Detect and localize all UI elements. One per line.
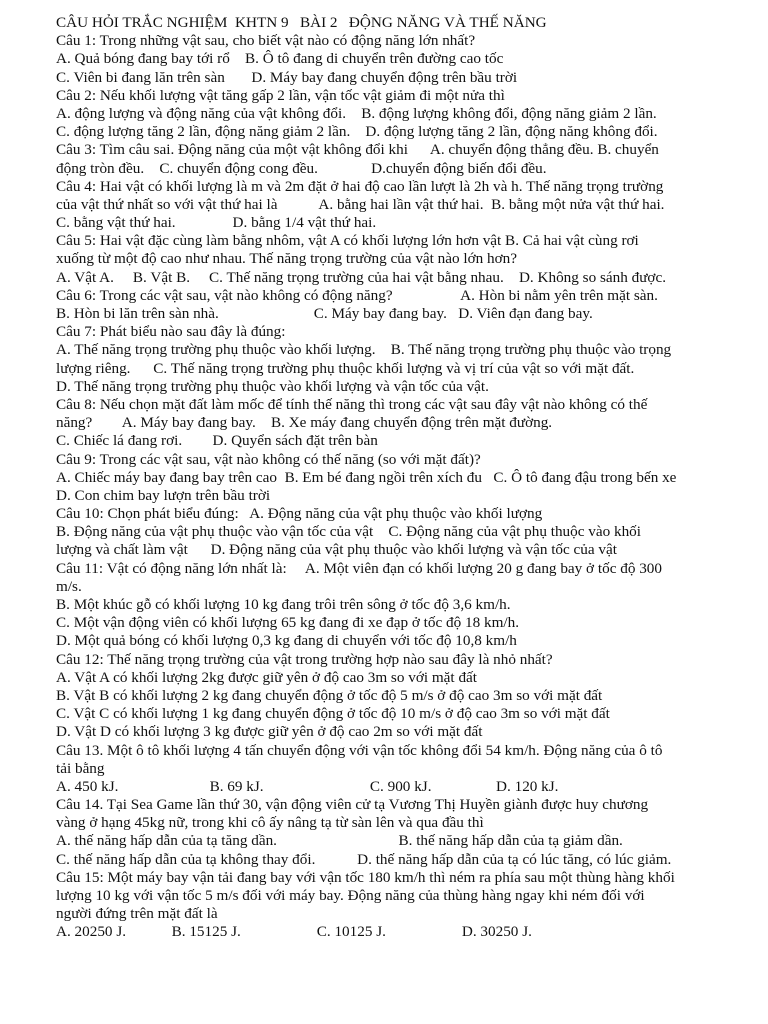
text-line: B. Một khúc gỗ có khối lượng 10 kg đang trôi trên sông ở tốc độ 3,6 km/h. bbox=[56, 596, 511, 613]
text-line: m/s. bbox=[56, 577, 82, 595]
text-line: A. 20250 J. B. 15125 J. C. 10125 J. D. 30250 J. bbox=[56, 923, 532, 941]
text-line: Câu 5: Hai vật đặc cùng làm bằng nhôm, vật A có khối lượng lớn hơn vật B. Cả hai vật cùng rơi bbox=[56, 232, 639, 250]
text-line: năng? A. Máy bay đang bay. B. Xe máy đang chuyển động trên mặt đường. bbox=[56, 414, 553, 432]
text-line: Câu 15: Một máy bay vận tải đang bay với vận tốc 180 km/h thì ném ra phía sau một thùng hàng khối bbox=[56, 868, 675, 886]
text-line: Câu 4: Hai vật có khối lượng là m và 2m đặt ở hai độ cao lần lượt là 2h và h. Thế năng trọng trường bbox=[56, 177, 664, 195]
text-line: lượng riêng. C. Thế năng trọng trường phụ thuộc khối lượng và vị trí của vật so với mặt đất. bbox=[56, 359, 635, 377]
text-line: B. Vật B có khối lượng 2 kg đang chuyển động ở tốc độ 5 m/s ở độ cao 3m so với mặt đất bbox=[56, 686, 603, 704]
text-line: Câu 10: Chọn phát biểu đúng: A. Động năng của vật phụ thuộc vào khối lượng bbox=[56, 505, 543, 523]
text-line: Câu 2: Nếu khối lượng vật tăng gấp 2 lần, vận tốc vật giảm đi một nửa thì bbox=[56, 86, 505, 104]
text-line: xuống từ một độ cao như nhau. Thế năng trọng trường của vật nào lớn hơn? bbox=[56, 250, 518, 268]
text-line: A. thế năng hấp dẫn của tạ tăng dần. B. thế năng hấp dẫn của tạ giảm dần. bbox=[56, 832, 623, 850]
text-line: tải bằng bbox=[56, 759, 105, 777]
text-line: lượng 10 kg với vận tốc 5 m/s đối với máy bay. Động năng của thùng hàng ngay khi ném đối với bbox=[56, 887, 645, 904]
text-line: C. động lượng tăng 2 lần, động năng giảm 2 lần. D. động lượng tăng 2 lần, động năng không đổi. bbox=[56, 123, 658, 141]
text-line: Câu 8: Nếu chọn mặt đất làm mốc để tính thế năng thì trong các vật sau đây vật nào không có thế bbox=[56, 395, 648, 413]
text-line: C. Một vận động viên có khối lượng 65 kg đang đi xe đạp ở tốc độ 18 km/h. bbox=[56, 614, 519, 632]
text-line: Câu 7: Phát biểu nào sau đây là đúng: bbox=[56, 323, 286, 341]
text-line: A. Vật A. B. Vật B. C. Thế năng trọng trường của hai vật bằng nhau. D. Không so sánh được. bbox=[56, 268, 666, 286]
text-line: A. 450 kJ. B. 69 kJ. C. 900 kJ. D. 120 kJ. bbox=[56, 777, 559, 795]
text-line: C. thế năng hấp dẫn của tạ không thay đổi. D. thế năng hấp dẫn của tạ có lúc tăng, có lúc giảm. bbox=[56, 850, 672, 868]
text-line: C. Vật C có khối lượng 1 kg đang chuyển động ở tốc độ 10 m/s ở độ cao 3m so với mặt đất bbox=[56, 705, 610, 723]
text-line: D. Thế năng trọng trường phụ thuộc vào khối lượng và vận tốc của vật. bbox=[56, 377, 489, 395]
text-line: của vật thứ nhất so với vật thứ hai là A. bằng hai lần vật thứ hai. B. bằng một nửa vật thứ hai. bbox=[56, 195, 665, 213]
text-line: Câu 13. Một ô tô khối lượng 4 tấn chuyển động với vận tốc không đổi 54 km/h. Động năng của ô tô bbox=[56, 741, 663, 759]
text-line: Câu 6: Trong các vật sau, vật nào không có động năng? A. Hòn bi nằm yên trên mặt sàn. bbox=[56, 286, 658, 304]
text-line: Câu 12: Thế năng trọng trường của vật trong trường hợp nào sau đây là nhỏ nhất? bbox=[56, 650, 553, 668]
text-line: C. Chiếc lá đang rơi. D. Quyển sách đặt trên bàn bbox=[56, 432, 378, 450]
text-line: Câu 9: Trong các vật sau, vật nào không có thế năng (so với mặt đất)? bbox=[56, 450, 481, 468]
text-line: A. Vật A có khối lượng 2kg được giữ yên ở độ cao 3m so với mặt đất bbox=[56, 668, 477, 686]
text-line: Câu 3: Tìm câu sai. Động năng của một vật không đổi khi A. chuyển động thẳng đều. B. chuyển bbox=[56, 141, 659, 159]
text-line: A. Chiếc máy bay đang bay trên cao B. Em bé đang ngồi trên xích đu C. Ô tô đang đậu trong bến xe bbox=[56, 468, 677, 486]
document-page bbox=[56, 14, 746, 942]
text-line: B. Hòn bi lăn trên sàn nhà. C. Máy bay đang bay. D. Viên đạn đang bay. bbox=[56, 305, 593, 322]
text-line: người đứng trên mặt đất là bbox=[56, 905, 218, 923]
text-line: Câu 1: Trong những vật sau, cho biết vật nào có động năng lớn nhất? bbox=[56, 32, 476, 50]
text-line: D. Một quả bóng có khối lượng 0,3 kg đang di chuyển với tốc độ 10,8 km/h bbox=[56, 632, 517, 650]
text-line: D. Con chim bay lượn trên bầu trời bbox=[56, 486, 271, 504]
text-line: A. Thế năng trọng trường phụ thuộc vào khối lượng. B. Thế năng trọng trường phụ thuộc vào trọng bbox=[56, 341, 672, 359]
text-line: vàng ở hạng 45kg nữ, trong khi cô ấy nâng tạ từ sàn lên và qua đầu thì bbox=[56, 814, 484, 832]
text-line: C. bằng vật thứ hai. D. bằng 1/4 vật thứ hai. bbox=[56, 214, 377, 232]
text-line: lượng và chất làm vật D. Động năng của vật phụ thuộc vào khối lượng và vận tốc của vật bbox=[56, 541, 617, 559]
text-line: động tròn đều. C. chuyển động cong đều. D.chuyển động biến đổi đều. bbox=[56, 159, 547, 177]
text-line: Câu 11: Vật có động năng lớn nhất là: A. Một viên đạn có khối lượng 20 g đang bay ở tốc độ 300 bbox=[56, 559, 662, 577]
text-line: A. động lượng và động năng của vật không đổi. B. động lượng không đổi, động năng giảm 2 lần. bbox=[56, 104, 657, 122]
text-line: Câu 14. Tại Sea Game lần thứ 30, vận động viên cử tạ Vương Thị Huyền giành được huy chương bbox=[56, 796, 649, 814]
text-line: D. Vật D có khối lượng 3 kg được giữ yên ở độ cao 2m so với mặt đất bbox=[56, 723, 483, 741]
text-line: A. Quả bóng đang bay tới rổ B. Ô tô đang di chuyển trên đường cao tốc bbox=[56, 50, 504, 68]
text-line: C. Viên bi đang lăn trên sàn D. Máy bay đang chuyển động trên bầu trời bbox=[56, 68, 518, 86]
text-line: B. Động năng của vật phụ thuộc vào vận tốc của vật C. Động năng của vật phụ thuộc vào khối bbox=[56, 523, 642, 541]
document-title: CÂU HỎI TRẮC NGHIỆM KHTN 9 BÀI 2 ĐỘNG NĂNG VÀ THẾ NĂNG bbox=[56, 14, 547, 31]
